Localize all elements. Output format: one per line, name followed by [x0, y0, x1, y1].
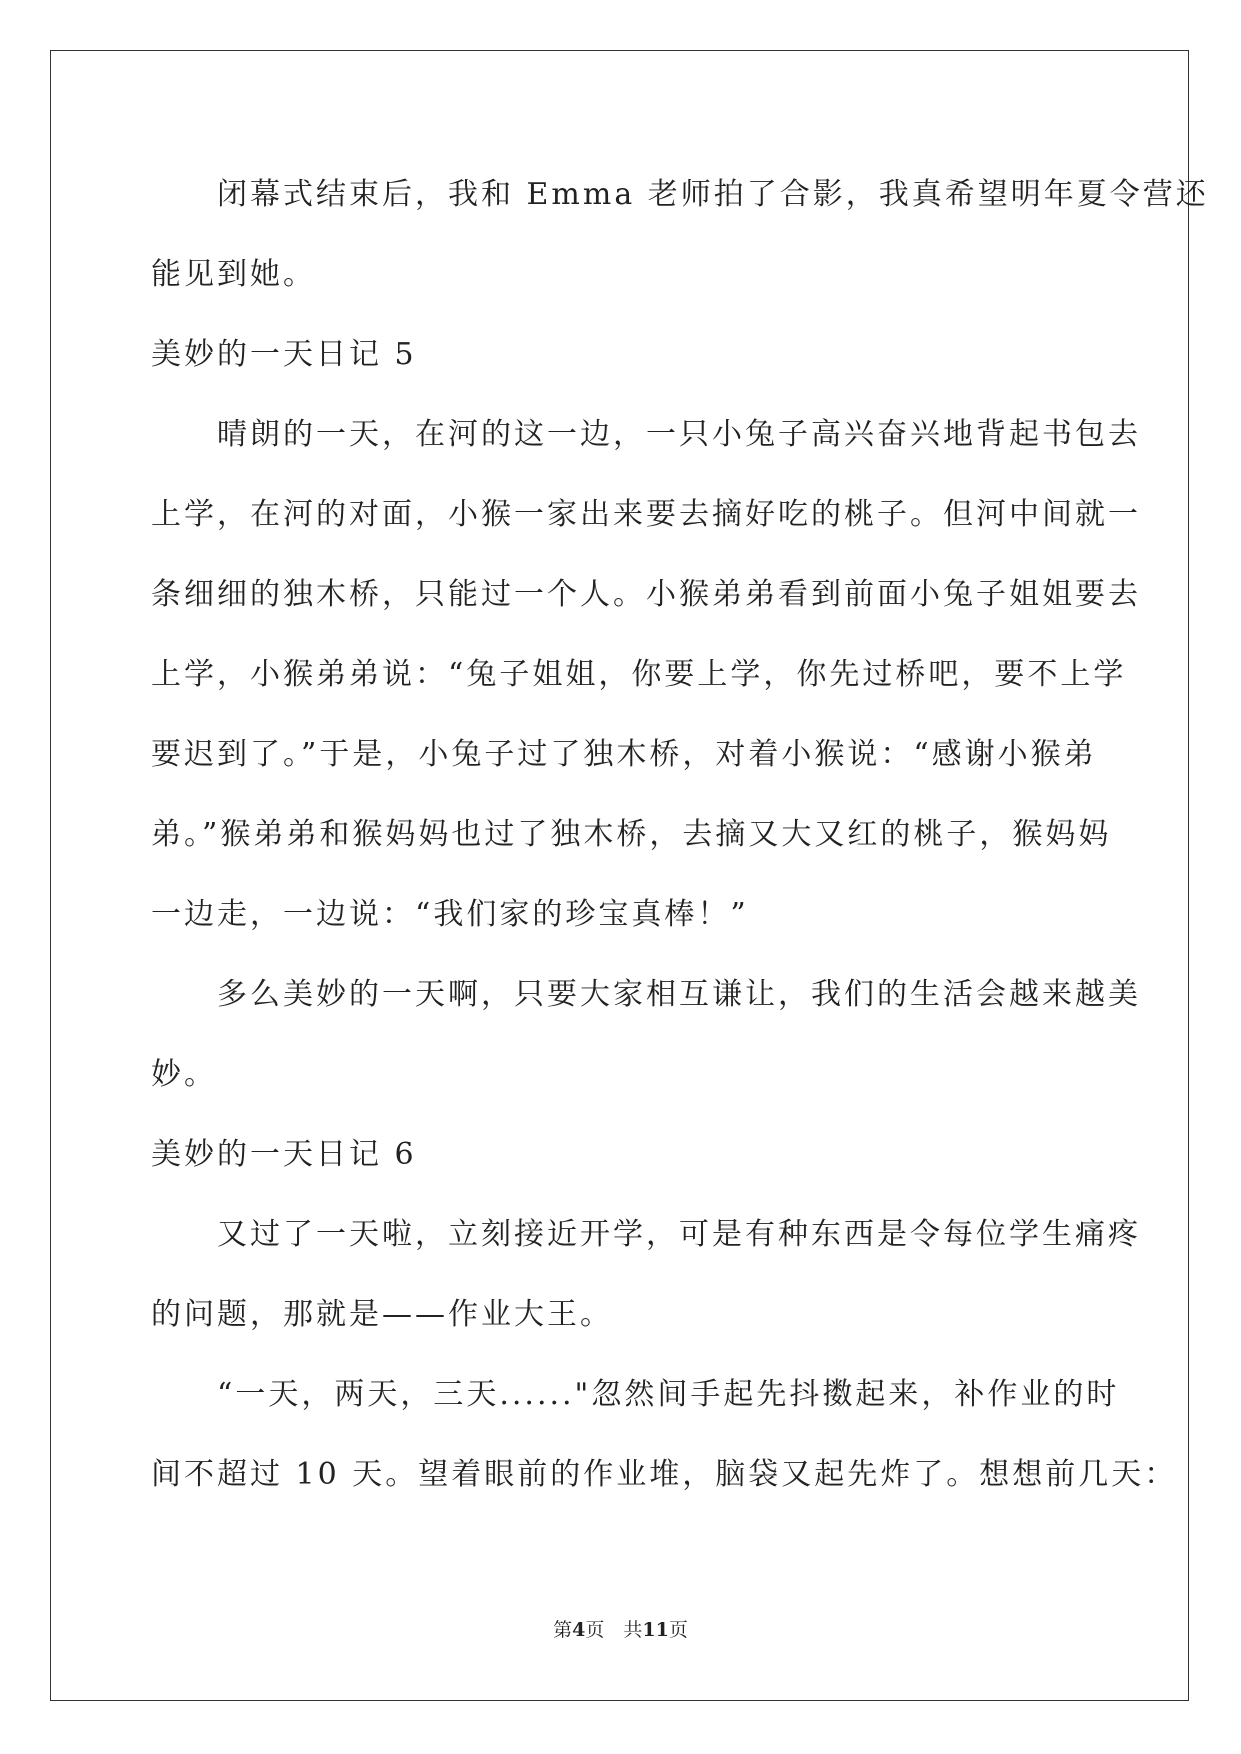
total-page-number: 11 [642, 1619, 669, 1641]
text-line: 又过了一天啦，立刻接近开学，可是有种东西是令每位学生痛疼 [151, 1217, 1141, 1252]
section-heading: 美妙的一天日记 6 [151, 1137, 417, 1172]
text-line: 的问题，那就是——作业大王。 [151, 1297, 613, 1332]
text-line: 晴朗的一天，在河的这一边，一只小兔子高兴奋兴地背起书包去 [151, 417, 1141, 452]
current-page-number: 4 [572, 1619, 586, 1641]
text-line: 间不超过 10 天。望着眼前的作业堆，脑袋又起先炸了。想想前几天： [151, 1457, 1178, 1492]
text-line: 闭幕式结束后，我和 Emma 老师拍了合影，我真希望明年夏令营还 [151, 177, 1209, 212]
text-line: 上学，在河的对面，小猴一家出来要去摘好吃的桃子。但河中间就一 [151, 497, 1141, 532]
text-line: 上学，小猴弟弟说：“兔子姐姐，你要上学，你先过桥吧，要不上学 [151, 657, 1127, 692]
text-line: 一边走，一边说：“我们家的珍宝真棒！” [151, 897, 749, 932]
page-footer [0, 1618, 1241, 1642]
section-heading: 美妙的一天日记 5 [151, 337, 417, 372]
text-line: “一天，两天，三天......"忽然间手起先抖擞起来，补作业的时 [151, 1377, 1120, 1412]
footer-prefix: 第 [553, 1619, 573, 1641]
text-line: 多么美妙的一天啊，只要大家相互谦让，我们的生活会越来越美 [151, 977, 1141, 1012]
text-line: 条细细的独木桥，只能过一个人。小猴弟弟看到前面小兔子姐姐要去 [151, 577, 1141, 612]
text-line: 能见到她。 [151, 257, 316, 292]
footer-mid: 页 共 [585, 1619, 643, 1641]
text-line: 要迟到了。”于是，小兔子过了独木桥，对着小猴说：“感谢小猴弟 [151, 737, 1097, 772]
text-line: 妙。 [151, 1057, 217, 1092]
document-body [151, 155, 1209, 1515]
text-line: 弟。”猴弟弟和猴妈妈也过了独木桥，去摘又大又红的桃子，猴妈妈 [151, 817, 1112, 852]
footer-suffix: 页 [668, 1619, 688, 1641]
